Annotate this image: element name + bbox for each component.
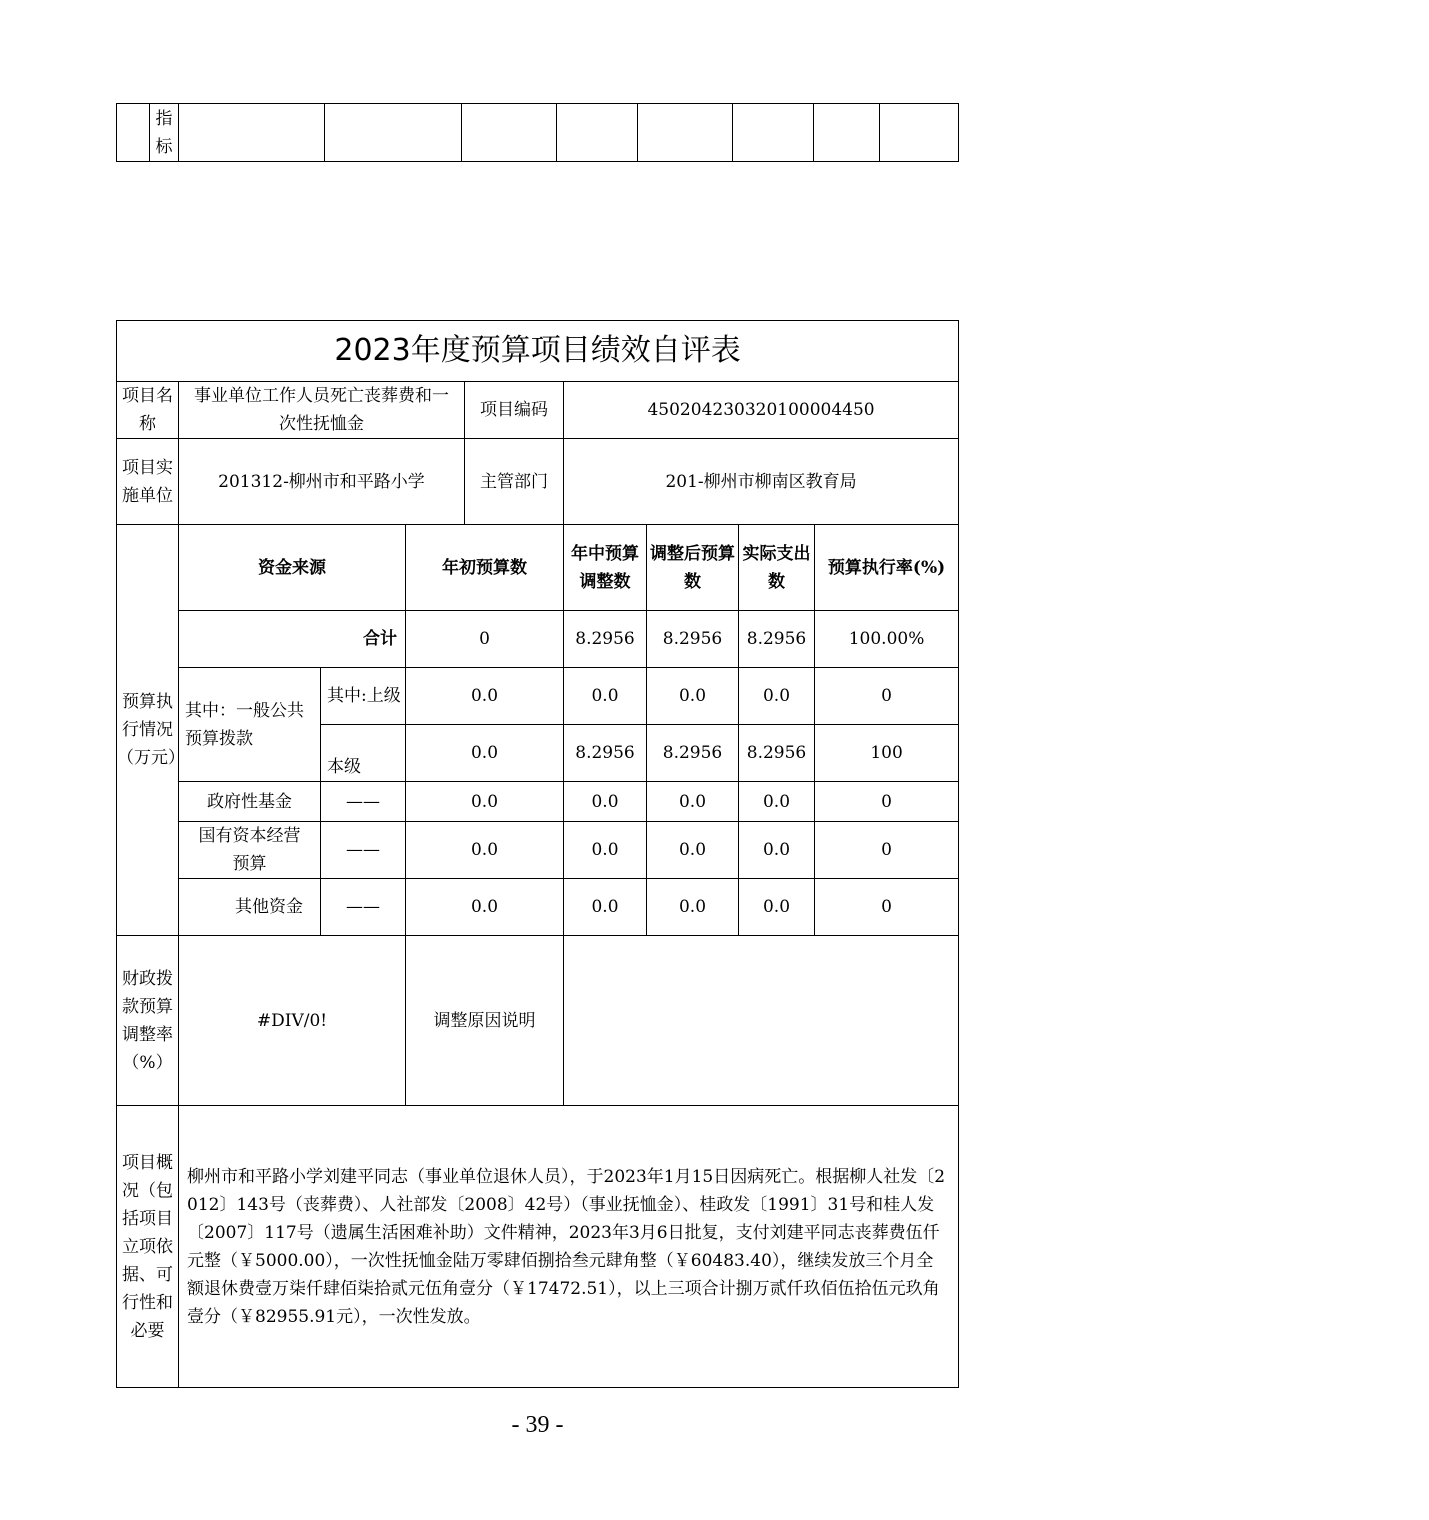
local-actual: 8.2956 <box>739 725 815 782</box>
overview-label: 项目概况（包括项目立项依据、可行性和必要 <box>117 1106 179 1388</box>
header-midyear: 年中预算调整数 <box>564 525 647 611</box>
fragment-cell <box>557 104 638 162</box>
fragment-indicator-label: 指标 <box>150 104 179 162</box>
gov-fund-label: 政府性基金 <box>179 782 321 822</box>
fragment-cell <box>462 104 557 162</box>
dept-value: 201-柳州市柳南区教育局 <box>564 439 959 525</box>
other-fund-rate: 0 <box>815 879 959 936</box>
gov-fund-dash: —— <box>321 782 406 822</box>
project-unit-label: 项目实施单位 <box>117 439 179 525</box>
adjustment-rate-value: #DIV/0! <box>179 936 406 1106</box>
project-code-label: 项目编码 <box>465 382 564 439</box>
project-name-label: 项目名称 <box>117 382 179 439</box>
total-rate: 100.00% <box>815 611 959 668</box>
superior-label: 其中:上级 <box>321 668 406 725</box>
other-fund-label: 其他资金 <box>179 879 321 936</box>
other-fund-midyear: 0.0 <box>564 879 647 936</box>
local-midyear: 8.2956 <box>564 725 647 782</box>
superior-actual: 0.0 <box>739 668 815 725</box>
general-budget-label: 其中：一般公共预算拨款 <box>179 668 321 782</box>
adjustment-reason-value <box>564 936 959 1106</box>
gov-fund-actual: 0.0 <box>739 782 815 822</box>
adjustment-reason-label: 调整原因说明 <box>406 936 564 1106</box>
total-actual: 8.2956 <box>739 611 815 668</box>
other-fund-adjusted: 0.0 <box>647 879 739 936</box>
local-rate: 100 <box>815 725 959 782</box>
overview-text: 柳州市和平路小学刘建平同志（事业单位退休人员），于2023年1月15日因病死亡。根据柳人社发〔2012〕143号（丧葬费）、人社部发〔2008〕42号）（事业抚恤金）、桂政发〔1991〕31号和桂人发〔2007〕117号（遗属生活困难补助）文件精神，2023年3月6日批复，支付刘建平同志丧葬费伍仟元整（￥5000.00），一次性抚恤金陆万零肆佰捌拾叁元肆角整（￥60483.40），继续发放三个月全额退休费壹万柒仟肆佰柒拾贰元伍角壹分（￥17472.51），以上三项合计捌万贰仟玖佰伍拾伍元玖角壹分（￥82955.91元），一次性发放。 <box>179 1106 959 1388</box>
other-fund-initial: 0.0 <box>406 879 564 936</box>
local-initial: 0.0 <box>406 725 564 782</box>
gov-fund-initial: 0.0 <box>406 782 564 822</box>
header-adjusted: 调整后预算数 <box>647 525 739 611</box>
performance-evaluation-table <box>116 320 959 1388</box>
table-title: 2023年度预算项目绩效自评表 <box>117 321 959 382</box>
gov-fund-adjusted: 0.0 <box>647 782 739 822</box>
state-capital-dash: —— <box>321 822 406 879</box>
header-actual: 实际支出数 <box>739 525 815 611</box>
other-fund-dash: —— <box>321 879 406 936</box>
state-capital-rate: 0 <box>815 822 959 879</box>
gov-fund-midyear: 0.0 <box>564 782 647 822</box>
fragment-cell <box>638 104 733 162</box>
fragment-cell <box>117 104 150 162</box>
previous-table-fragment <box>116 103 959 162</box>
total-adjusted: 8.2956 <box>647 611 739 668</box>
gov-fund-rate: 0 <box>815 782 959 822</box>
fragment-cell <box>179 104 325 162</box>
adjustment-rate-label: 财政拨款预算调整率（%） <box>117 936 179 1106</box>
superior-midyear: 0.0 <box>564 668 647 725</box>
state-capital-label: 国有资本经营预算 <box>179 822 321 879</box>
state-capital-initial: 0.0 <box>406 822 564 879</box>
dept-label: 主管部门 <box>465 439 564 525</box>
state-capital-actual: 0.0 <box>739 822 815 879</box>
total-label: 合计 <box>179 611 406 668</box>
header-initial: 年初预算数 <box>406 525 564 611</box>
fragment-cell <box>325 104 462 162</box>
page-number: - 39 - <box>511 1412 564 1438</box>
fragment-cell <box>814 104 880 162</box>
budget-section-label: 预算执行情况（万元） <box>117 525 179 936</box>
header-source: 资金来源 <box>179 525 406 611</box>
project-unit-value: 201312-柳州市和平路小学 <box>179 439 465 525</box>
superior-adjusted: 0.0 <box>647 668 739 725</box>
superior-rate: 0 <box>815 668 959 725</box>
project-name-value: 事业单位工作人员死亡丧葬费和一次性抚恤金 <box>179 382 465 439</box>
header-rate: 预算执行率(%) <box>815 525 959 611</box>
local-label: 本级 <box>321 725 406 782</box>
fragment-cell <box>880 104 959 162</box>
total-midyear: 8.2956 <box>564 611 647 668</box>
local-adjusted: 8.2956 <box>647 725 739 782</box>
project-code-value: 450204230320100004450 <box>564 382 959 439</box>
superior-initial: 0.0 <box>406 668 564 725</box>
state-capital-midyear: 0.0 <box>564 822 647 879</box>
state-capital-adjusted: 0.0 <box>647 822 739 879</box>
fragment-cell <box>733 104 814 162</box>
other-fund-actual: 0.0 <box>739 879 815 936</box>
total-initial: 0 <box>406 611 564 668</box>
